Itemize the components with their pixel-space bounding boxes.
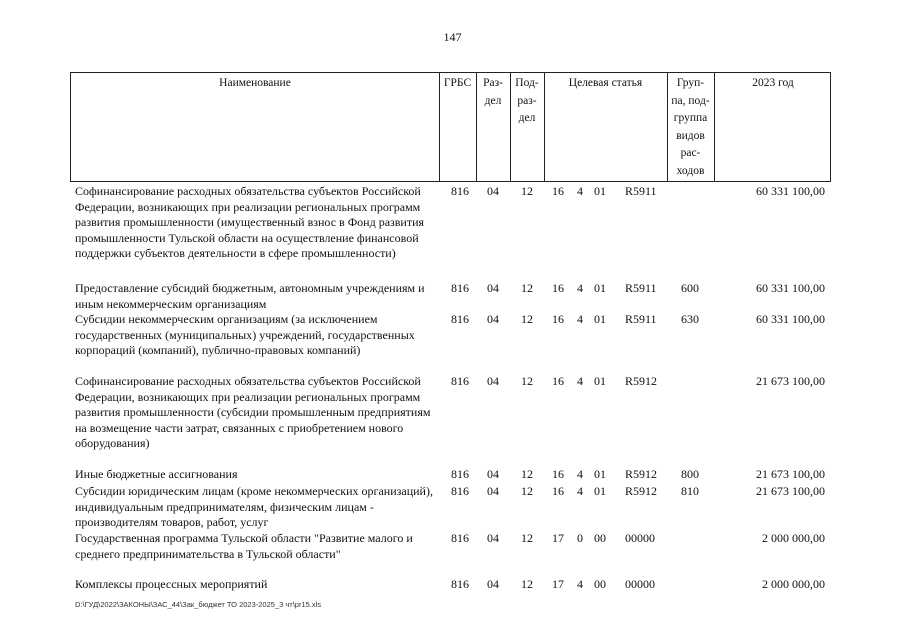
- cell-razdel: 04: [487, 374, 499, 388]
- cell-expense-group: 630: [681, 312, 699, 326]
- cell-target-3: 00: [594, 577, 606, 591]
- header-year: 2023 год: [752, 77, 794, 89]
- cell-podrazdel: 12: [521, 577, 533, 591]
- cell-grbs: 816: [451, 184, 469, 198]
- row-name: Комплексы процессных мероприятий: [75, 577, 268, 591]
- cell-target-3: 01: [594, 484, 606, 498]
- cell-podrazdel: 12: [521, 281, 533, 295]
- header-podrazdel: Под- раз- дел: [515, 77, 539, 124]
- cell-target-3: 01: [594, 312, 606, 326]
- cell-sum-2023: 2 000 000,00: [762, 577, 825, 591]
- page-number: 147: [443, 30, 462, 44]
- cell-target-3: 01: [594, 467, 606, 481]
- header-target-article: Целевая статья: [568, 77, 643, 89]
- cell-target-3: 01: [594, 374, 606, 388]
- cell-grbs: 816: [451, 484, 469, 498]
- cell-target-4: 00000: [625, 577, 655, 591]
- cell-target-1: 16: [552, 281, 564, 295]
- cell-target-4: R5912: [625, 374, 658, 388]
- header-razdel: Раз- дел: [483, 77, 503, 107]
- cell-target-3: 01: [594, 184, 606, 198]
- cell-target-4: R5911: [625, 184, 657, 198]
- cell-razdel: 04: [487, 184, 499, 198]
- cell-grbs: 816: [451, 467, 469, 481]
- cell-podrazdel: 12: [521, 184, 533, 198]
- cell-razdel: 04: [487, 281, 499, 295]
- cell-target-2: 4: [577, 467, 583, 481]
- cell-grbs: 816: [451, 374, 469, 388]
- footer-file-path: D:\ГУД\2022\ЗАКОНЫ\ЗАС_44\Зак_бюджет ТО 2023-2025_3 чт\pr15.xls: [75, 600, 322, 609]
- cell-target-1: 16: [552, 467, 564, 481]
- cell-expense-group: 800: [681, 467, 699, 481]
- cell-target-2: 0: [577, 531, 583, 545]
- cell-target-4: R5912: [625, 484, 658, 498]
- row-name: Субсидии юридическим лицам (кроме некоммерческих организаций), индивидуальным предпринимателям, физическим лицам - производителям товаров, работ, услуг: [75, 484, 433, 529]
- cell-grbs: 816: [451, 281, 469, 295]
- header-name: Наименование: [219, 77, 291, 89]
- cell-target-2: 4: [577, 577, 583, 591]
- cell-expense-group: 810: [681, 484, 699, 498]
- cell-sum-2023: 21 673 100,00: [756, 374, 825, 388]
- cell-grbs: 816: [451, 531, 469, 545]
- cell-razdel: 04: [487, 531, 499, 545]
- row-name: Софинансирование расходных обязательства субъектов Российской Федерации, возникающих при реализации региональных программ развития промышленности (субсидии промышленным предприятиям на возмещение части затрат, связанных с приобретением нового оборудования): [75, 374, 431, 450]
- cell-target-2: 4: [577, 281, 583, 295]
- cell-podrazdel: 12: [521, 531, 533, 545]
- row-name: Предоставление субсидий бюджетным, автономным учреждениям и иным некоммерческим организациям: [75, 281, 425, 311]
- cell-target-1: 16: [552, 312, 564, 326]
- cell-sum-2023: 60 331 100,00: [756, 281, 825, 295]
- cell-target-4: R5911: [625, 281, 657, 295]
- cell-target-1: 16: [552, 184, 564, 198]
- cell-sum-2023: 21 673 100,00: [756, 467, 825, 481]
- cell-target-1: 17: [552, 531, 564, 545]
- cell-expense-group: 600: [681, 281, 699, 295]
- cell-razdel: 04: [487, 312, 499, 326]
- cell-podrazdel: 12: [521, 467, 533, 481]
- row-name: Софинансирование расходных обязательства субъектов Российской Федерации, возникающих при реализации региональных программ развития промышленности (имущественный взнос в Фонд развития промышленности Тульской области на осуществление финансовой поддержки субъектов деятельности в сфере промышленности): [75, 184, 425, 260]
- row-name: Иные бюджетные ассигнования: [75, 467, 238, 481]
- header-grbs: ГРБС: [443, 77, 472, 89]
- cell-grbs: 816: [451, 312, 469, 326]
- row-name: Государственная программа Тульской области "Развитие малого и среднего предпринимательства в Тульской области": [75, 531, 413, 561]
- cell-podrazdel: 12: [521, 374, 533, 388]
- cell-target-4: R5912: [625, 467, 658, 481]
- cell-grbs: 816: [451, 577, 469, 591]
- cell-sum-2023: 21 673 100,00: [756, 484, 825, 498]
- cell-sum-2023: 60 331 100,00: [756, 312, 825, 326]
- cell-target-2: 4: [577, 484, 583, 498]
- cell-target-4: R5911: [625, 312, 657, 326]
- cell-target-3: 01: [594, 281, 606, 295]
- cell-target-2: 4: [577, 184, 583, 198]
- cell-razdel: 04: [487, 484, 499, 498]
- cell-sum-2023: 60 331 100,00: [756, 184, 825, 198]
- cell-target-2: 4: [577, 374, 583, 388]
- cell-target-1: 17: [552, 577, 564, 591]
- cell-target-1: 16: [552, 484, 564, 498]
- cell-podrazdel: 12: [521, 484, 533, 498]
- cell-razdel: 04: [487, 577, 499, 591]
- cell-target-1: 16: [552, 374, 564, 388]
- header-expense-group: Груп- па, под- группа видов рас- ходов: [671, 77, 710, 177]
- row-name: Субсидии некоммерческим организациям (за исключением государственных (муниципальных) учреждений, государственных корпораций (компаний), публично-правовых компаний): [75, 312, 415, 357]
- cell-target-3: 00: [594, 531, 606, 545]
- cell-target-4: 00000: [625, 531, 655, 545]
- cell-podrazdel: 12: [521, 312, 533, 326]
- cell-razdel: 04: [487, 467, 499, 481]
- cell-sum-2023: 2 000 000,00: [762, 531, 825, 545]
- table-header: [70, 72, 831, 182]
- cell-target-2: 4: [577, 312, 583, 326]
